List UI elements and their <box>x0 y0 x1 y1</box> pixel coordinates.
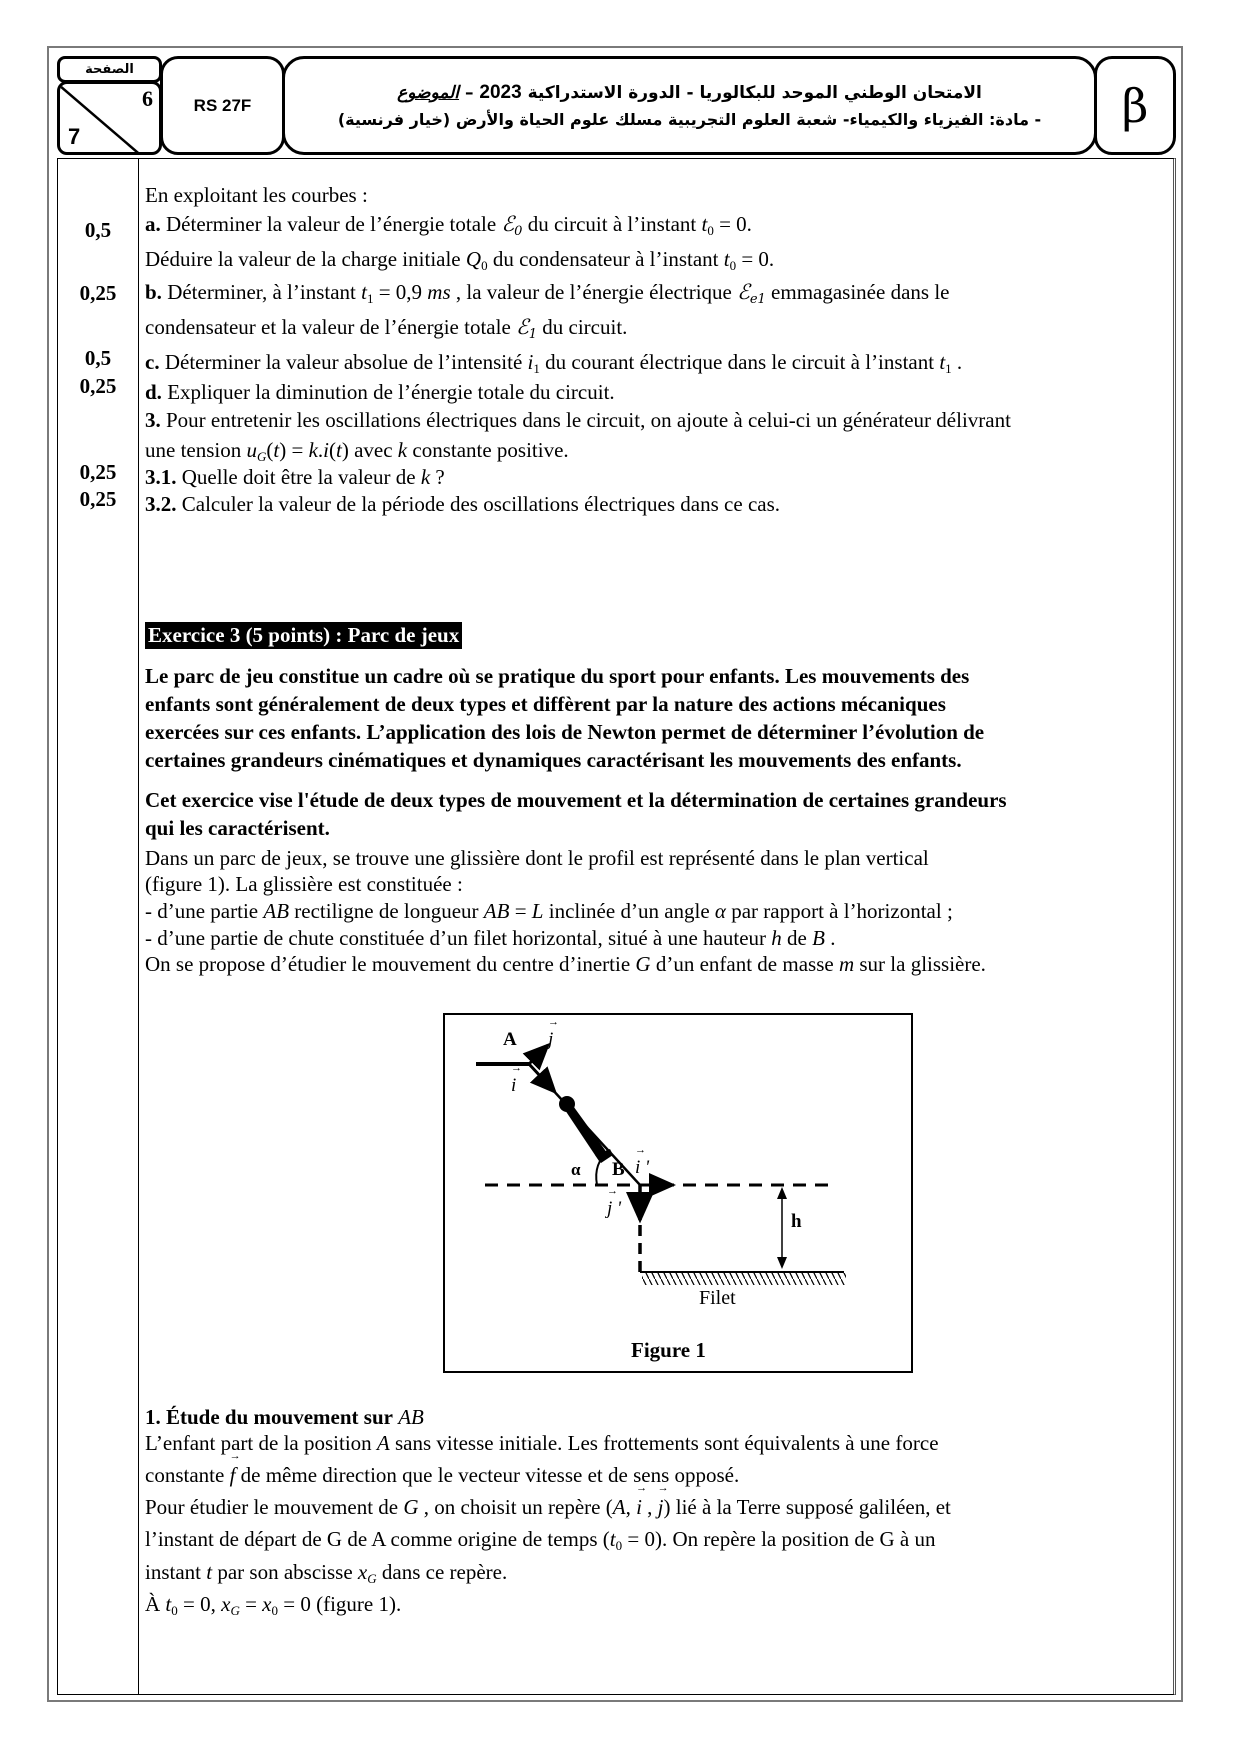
figure-1 <box>443 1013 913 1373</box>
page-number-box <box>57 81 162 155</box>
section-1-line-1: L’enfant part de la position A sans vitesse initiale. Les frottements sont équivalents à une force <box>145 1431 939 1455</box>
score-c: 0,5 <box>84 346 112 370</box>
question-a: a. Déterminer la valeur de l’énergie totale ℰ$_0$ du circuit à l’instant $t_0 = 0$. <box>145 212 752 239</box>
exam-title-line2: - مادة: الفيزياء والكيمياء- شعبة العلوم التجريبية مسلك علوم الحياة والأرض (خيار فرنسية) <box>337 110 1042 129</box>
description-line-2: (figure 1). La glissière est constituée : <box>145 872 463 896</box>
question-b: b. Déterminer, à l’instant $t_1 = 0,9$ ms , la valeur de l’énergie électrique ℰ$_{e1}$ emmagasinée dans le <box>145 280 950 307</box>
label-a: A <box>503 1029 517 1050</box>
intro-text: En exploitant les courbes : <box>145 183 368 207</box>
net-hatching <box>642 1273 846 1285</box>
version-box <box>1094 56 1176 155</box>
description-line-3: - d’une partie AB rectiligne de longueur AB = L inclinée d’un angle α par rapport à l’horizontal ; <box>145 899 953 923</box>
section-1-line-6: À $t_0 = 0$, $x_G = x_0 = 0$ (figure 1). <box>145 1592 402 1618</box>
page-current: 6 <box>142 86 153 111</box>
vector-j <box>529 1045 548 1064</box>
label-j-prime: → j ' <box>607 1198 621 1220</box>
score-d: 0,25 <box>79 374 117 398</box>
section-1-line-3: Pour étudier le mouvement de G , on choisit un repère (A, → i , → j) lié à la Terre supposé galiléen, et <box>145 1495 951 1520</box>
label-b: B <box>612 1159 625 1180</box>
child-body <box>563 1103 607 1161</box>
exam-code-box <box>160 56 285 155</box>
score-3-1: 0,25 <box>79 460 117 484</box>
vector-i <box>529 1064 555 1092</box>
label-j: → j <box>548 1029 553 1051</box>
section-1-line-5: instant t par son abscisse $x_G$ dans ce repère. <box>145 1560 508 1586</box>
score-b: 0,25 <box>79 281 117 305</box>
exam-title-line1: الامتحان الوطني الموحد للبكالوريا - الدورة الاستدراكية 2023 – الموضوع <box>397 82 982 103</box>
label-i-prime: → i ' <box>635 1157 649 1179</box>
section-1-line-2: constante → f de même direction que le vecteur vitesse et de sens opposé. <box>145 1463 739 1488</box>
question-3: 3. Pour entretenir les oscillations électriques dans le circuit, on ajoute à celui-ci un générateur délivrant <box>145 408 1011 432</box>
exercise-3-title: Exercice 3 (5 points) : Parc de jeux <box>145 622 462 649</box>
description-line-5: On se propose d’étudier le mouvement du centre d’inertie G d’un enfant de masse m sur la glissière. <box>145 952 986 976</box>
question-a-deduce: Déduire la valeur de la charge initiale $Q_0$ du condensateur à l’instant $t_0 = 0$. <box>145 247 775 273</box>
question-b-cont: condensateur et la valeur de l’énergie totale ℰ$_1$ du circuit. <box>145 315 628 342</box>
score-3-2: 0,25 <box>79 487 117 511</box>
subject-word: الموضوع <box>397 83 460 103</box>
exam-code: RS 27F <box>193 95 252 115</box>
label-alpha: α <box>571 1160 581 1179</box>
page-total: 7 <box>68 124 81 149</box>
section-1-title: 1. Étude du mouvement sur AB <box>145 1405 424 1429</box>
section-1-line-4: l’instant de départ de G de A comme origine de temps $(t_0 = 0)$. On repère la position de G à un <box>145 1527 936 1553</box>
label-h: h <box>791 1211 802 1232</box>
label-i: → i <box>511 1075 516 1097</box>
description-line-1: Dans un parc de jeux, se trouve une glissière dont le profil est représenté dans le plan vertical <box>145 846 929 870</box>
label-filet: Filet <box>699 1287 736 1309</box>
exercise-intro-2: Cet exercice vise l'étude de deux types de mouvement et la détermination de certaines grandeurs qui les caractérisent. <box>145 788 1007 840</box>
question-3-cont: une tension $u_G(t) = k.i(t)$ avec k constante positive. <box>145 438 569 464</box>
figure-caption: Figure 1 <box>631 1338 706 1362</box>
version-symbol: β <box>1121 78 1149 133</box>
exam-year: 2023 <box>479 82 522 103</box>
page-label: الصفحة <box>85 62 134 77</box>
question-c: c. Déterminer la valeur absolue de l’intensité $i_1$ du courant électrique dans le circuit à l’instant $t_1$ . <box>145 350 963 376</box>
page-label-box <box>57 56 162 83</box>
question-3-2: 3.2. Calculer la valeur de la période des oscillations électriques dans ce cas. <box>145 492 781 516</box>
exam-title-box <box>282 56 1097 155</box>
description-line-4: - d’une partie de chute constituée d’un filet horizontal, situé à une hauteur h de B . <box>145 926 836 950</box>
exercise-intro-1: Le parc de jeu constitue un cadre où se pratique du sport pour enfants. Les mouvements des enfants sont généralement de deux types et diffèrent par la nature des actions mécaniques exercées sur ces enfants. L’application des lois de Newton permet de déterminer l’évolution de certaines grandeurs cinématiques et dynamiques caractérisant les mouvements des enfants. <box>145 664 985 772</box>
question-3-1: 3.1. Quelle doit être la valeur de k ? <box>145 465 445 489</box>
question-d: d. Expliquer la diminution de l’énergie totale du circuit. <box>145 380 615 404</box>
score-a: 0,5 <box>84 218 112 242</box>
